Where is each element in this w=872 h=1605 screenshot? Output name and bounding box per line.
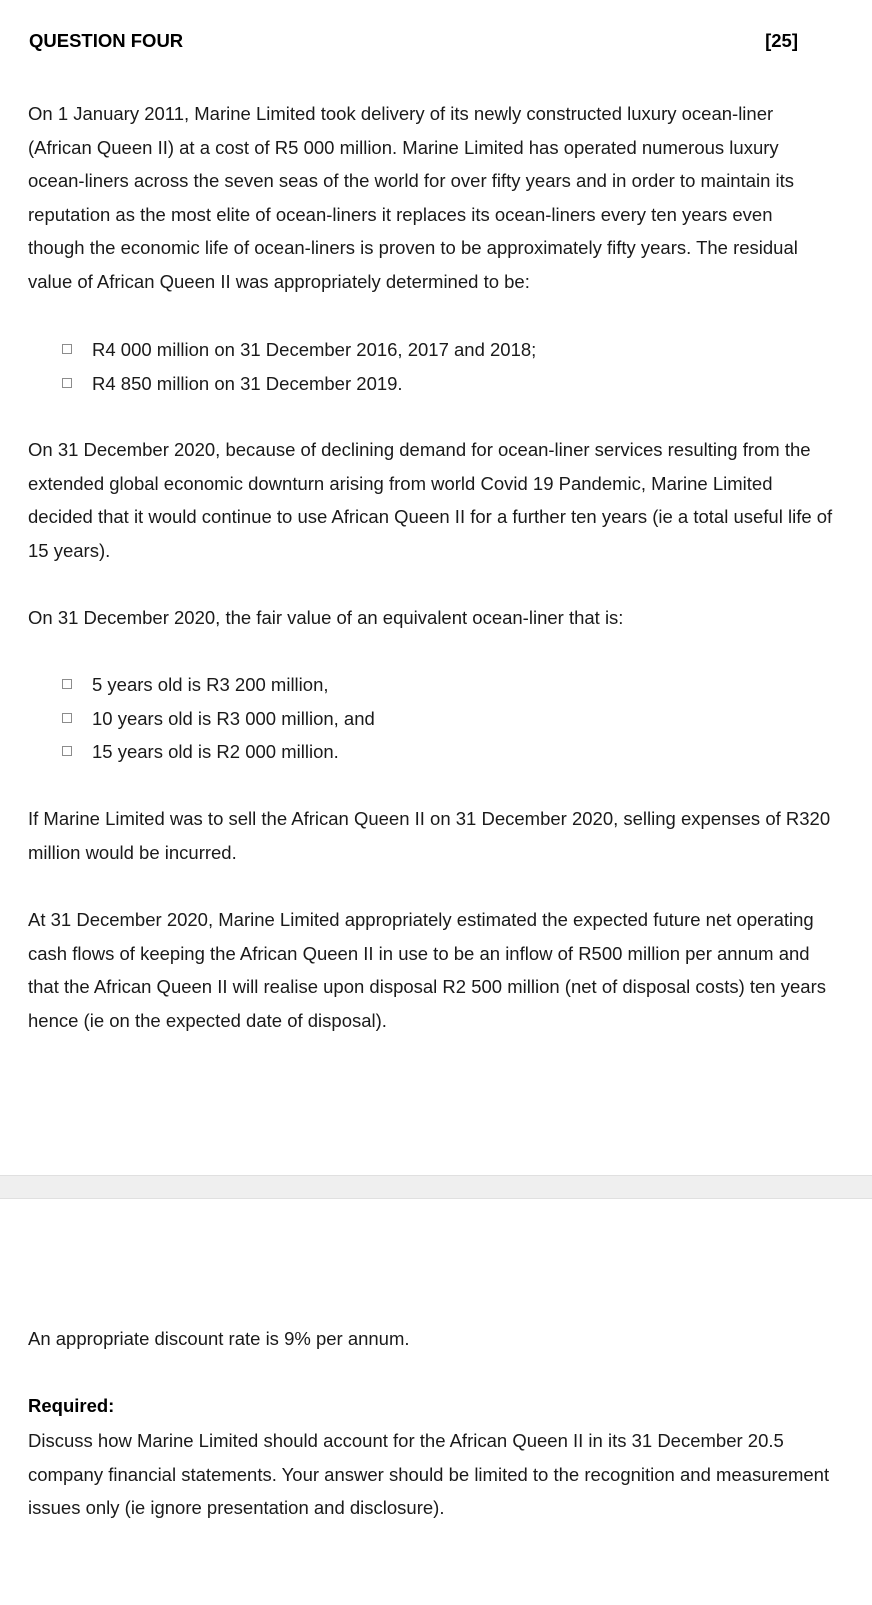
- list-item-text: 5 years old is R3 200 million,: [92, 674, 329, 695]
- selling-paragraph: If Marine Limited was to sell the African Queen II on 31 December 2020, selling expenses of R320 million would be incurred.: [28, 808, 831, 863]
- list-item-text: R4 850 million on 31 December 2019.: [92, 372, 403, 394]
- discount-paragraph: An appropriate discount rate is 9% per annum.: [28, 1328, 410, 1349]
- square-bullet-icon: [62, 713, 72, 723]
- cashflow-paragraph: At 31 December 2020, Marine Limited appropriately estimated the expected future net operating cash flows of keeping the African Queen II in use to be an inflow of R500 million per annum and that the African Queen II will realise upon disposal R2 500 million (net of disposal costs) ten years hence (ie on the expected date of disposal).: [28, 909, 826, 1031]
- list-item-text: 10 years old is R3 000 million, and: [92, 707, 375, 729]
- list-item: [62, 702, 375, 736]
- fair-value-list: [62, 668, 375, 769]
- square-bullet-icon: [62, 378, 72, 388]
- square-bullet-icon: [62, 746, 72, 756]
- question-title: QUESTION FOUR: [29, 30, 184, 51]
- residual-value-list: [62, 333, 536, 400]
- intro-paragraph: On 1 January 2011, Marine Limited took delivery of its newly constructed luxury ocean-liner (African Queen II) at a cost of R5 000 million. Marine Limited has operated numerous luxury ocean-liners across the seven seas of the world for over fifty years and in order to maintain its reputation as the most elite of ocean-liners it replaces its ocean-liners every ten years even though the economic life of ocean-liners is proven to be approximately fifty years. The residual value of African Queen II was appropriately determined to be:: [28, 103, 798, 292]
- question-heading: [29, 29, 837, 53]
- list-item-text: R4 000 million on 31 December 2016, 2017 and 2018;: [92, 339, 537, 360]
- required-label: Required:: [28, 1395, 115, 1416]
- list-item: [62, 333, 536, 367]
- fair-value-intro: On 31 December 2020, the fair value of an equivalent ocean-liner that is:: [28, 607, 624, 628]
- list-item: [62, 668, 375, 702]
- required-text: Discuss how Marine Limited should account for the African Queen II in its 31 December 20.5 company financial statements. Your answer should be limited to the recognition and measurement issues only (ie ignore presentation and disclosure).: [28, 1430, 830, 1519]
- list-item: [62, 735, 375, 769]
- square-bullet-icon: [62, 344, 72, 354]
- question-marks: [25]: [765, 30, 798, 51]
- list-item: [62, 367, 536, 401]
- list-item-text: 15 years old is R2 000 million.: [92, 741, 339, 762]
- change-paragraph: On 31 December 2020, because of declining demand for ocean-liner services resulting from the extended global economic downturn arising from world Covid 19 Pandemic, Marine Limited decided that it would continue to use African Queen II for a further ten years (ie a total useful life of 15 years).: [28, 439, 833, 561]
- square-bullet-icon: [62, 679, 72, 689]
- page-separator: [0, 1175, 872, 1199]
